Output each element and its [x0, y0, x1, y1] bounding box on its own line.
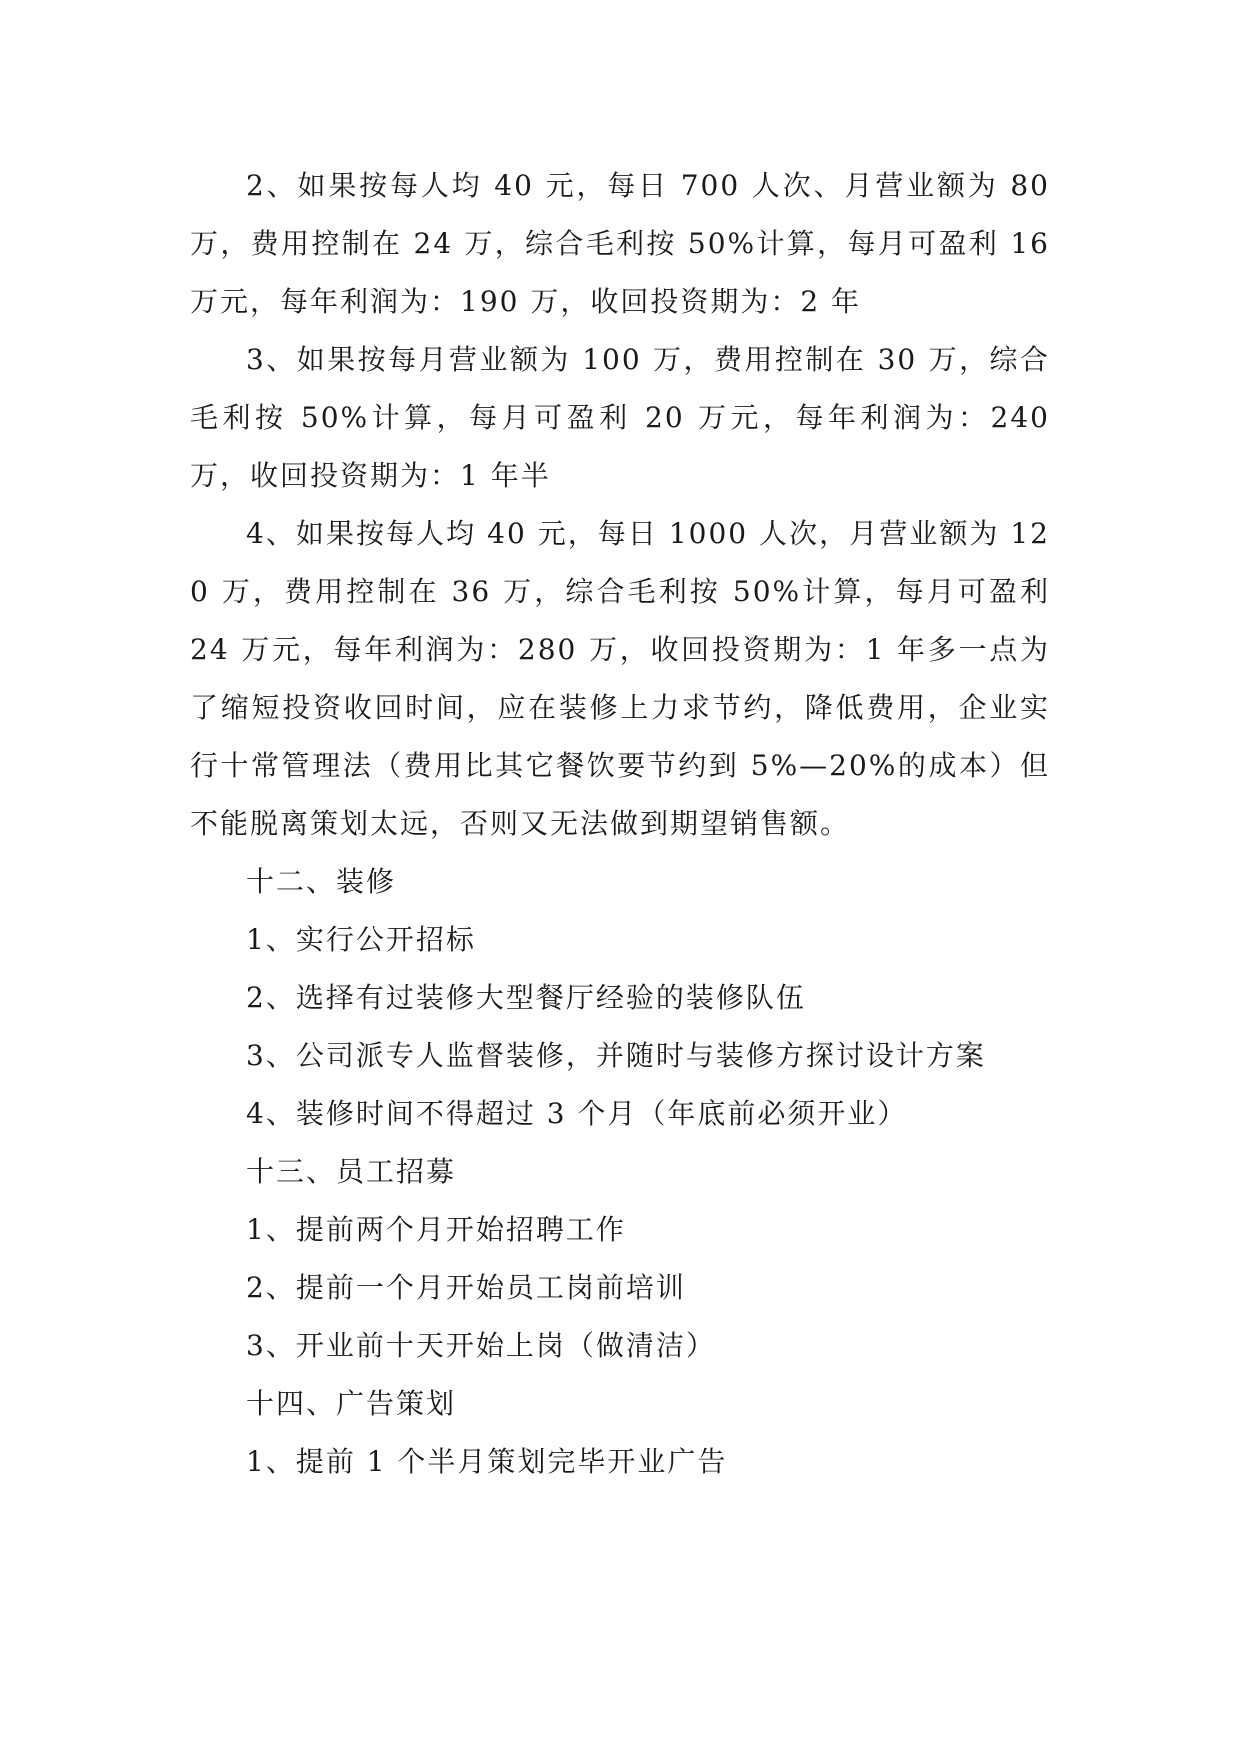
- list-item: 3、公司派专人监督装修，并随时与装修方探讨设计方案: [246, 1039, 986, 1072]
- list-item: 4、装修时间不得超过 3 个月（年底前必须开业）: [246, 1097, 908, 1130]
- section-heading-advertising: 十四、广告策划: [246, 1387, 457, 1420]
- paragraph-profit-scenario-4: 4、如果按每人均 40 元，每日 1000 人次，月营业额为 120 万，费用控制在 36 万，综合毛利按 50%计算，每月可盈利 24 万元，每年利润为：280 万，收回投资期为：1 年多一点为了缩短投资收回时间，应在装修上力求节约，降低费用，企业实行十常管理法（费用比其它餐饮要节约到 5%—20%的成本）但不能脱离策划太远，否则又无法做到期望销售额。: [190, 517, 1050, 840]
- document-body: [190, 157, 1050, 1491]
- section-heading-renovation: 十二、装修: [246, 865, 397, 898]
- list-item: 2、提前一个月开始员工岗前培训: [246, 1271, 686, 1304]
- list-item: 3、开业前十天开始上岗（做清洁）: [246, 1329, 716, 1362]
- paragraph-profit-scenario-3: 3、如果按每月营业额为 100 万，费用控制在 30 万，综合毛利按 50%计算，每月可盈利 20 万元，每年利润为：240 万，收回投资期为：1 年半: [190, 343, 1050, 492]
- section-heading-recruitment: 十三、员工招募: [246, 1155, 457, 1188]
- list-item: 2、选择有过装修大型餐厅经验的装修队伍: [246, 981, 806, 1014]
- list-item: 1、实行公开招标: [246, 923, 476, 956]
- paragraph-profit-scenario-2: 2、如果按每人均 40 元，每日 700 人次、月营业额为 80 万，费用控制在 24 万，综合毛利按 50%计算，每月可盈利 16 万元，每年利润为：190 万，收回投资期为：2 年: [190, 169, 1050, 318]
- list-item: 1、提前 1 个半月策划完毕开业广告: [246, 1445, 728, 1478]
- list-item: 1、提前两个月开始招聘工作: [246, 1213, 626, 1246]
